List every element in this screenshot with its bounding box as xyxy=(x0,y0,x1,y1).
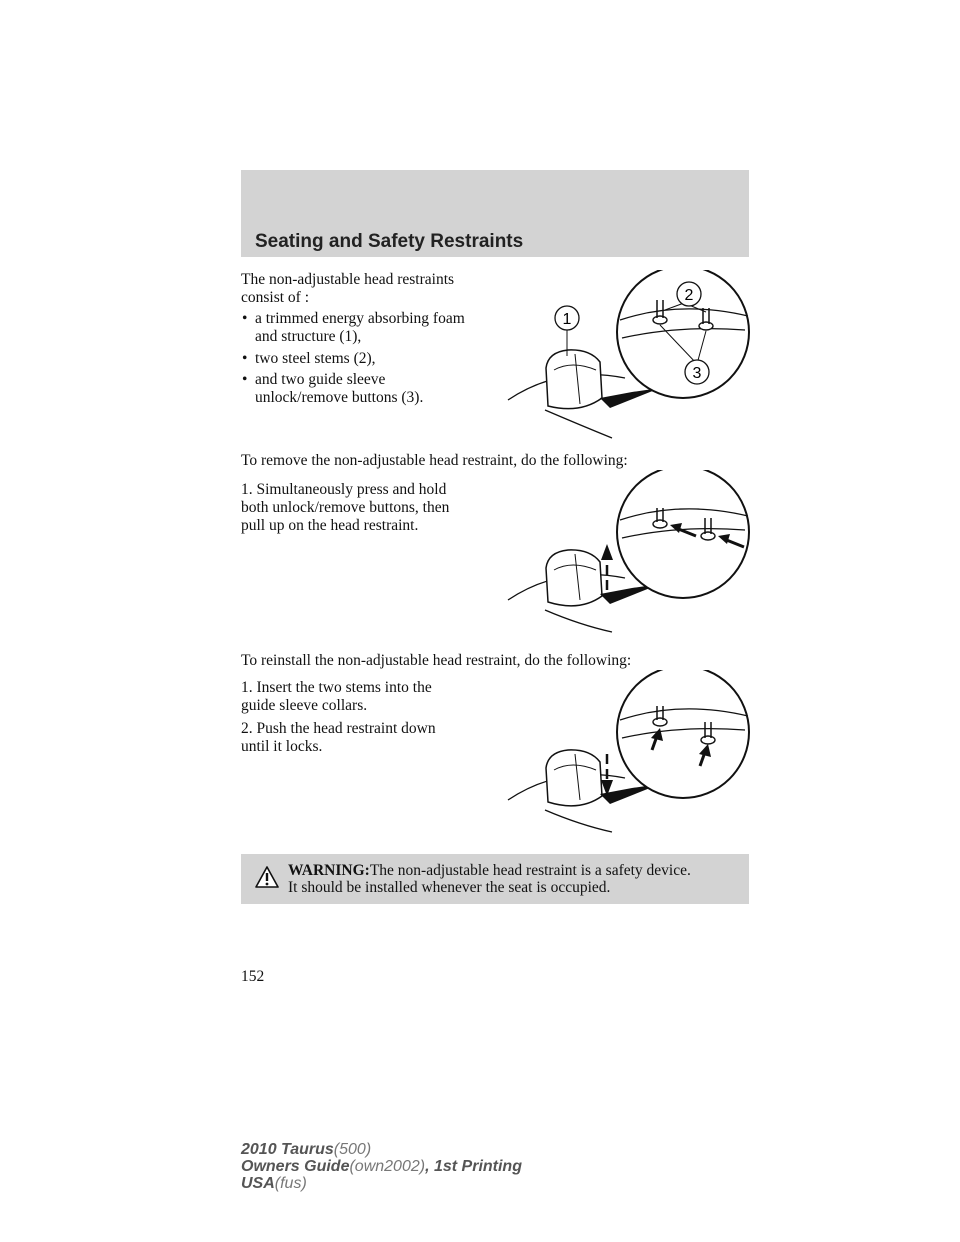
intro-line-1: The non-adjustable head restraints xyxy=(241,271,455,288)
bullet-marker: • xyxy=(242,310,248,327)
footer-guide: Owners Guide xyxy=(241,1158,350,1175)
footer-model: 2010 Taurus xyxy=(241,1141,334,1158)
document-footer xyxy=(241,1141,522,1192)
bullet-marker: • xyxy=(242,371,248,388)
bullet-2-line-1: two steel stems (2), xyxy=(255,350,376,367)
remove-step-1-line-3: pull up on the head restraint. xyxy=(241,517,419,534)
warning-box xyxy=(241,854,749,904)
reinstall-step-2-line-1: 2. Push the head restraint down xyxy=(241,720,436,737)
bullet-marker: • xyxy=(242,350,248,367)
footer-market-code: (fus) xyxy=(274,1175,307,1192)
callout-2 xyxy=(677,282,701,306)
bullet-3-line-1: and two guide sleeve xyxy=(255,371,386,388)
page-number: 152 xyxy=(241,968,265,985)
warning-line-1: The non-adjustable head restraint is a safety device. xyxy=(369,862,691,879)
head-restraint-components-figure xyxy=(500,270,760,445)
svg-text:3: 3 xyxy=(692,365,702,382)
warning-label: WARNING: xyxy=(288,862,370,879)
callout-1 xyxy=(555,306,579,330)
footer-guide-code: (own2002) xyxy=(349,1158,426,1175)
bullet-1-line-1: a trimmed energy absorbing foam xyxy=(255,310,465,327)
warning-triangle-icon xyxy=(255,866,279,888)
reinstall-heading: To reinstall the non-adjustable head restraint, do the following: xyxy=(241,652,632,669)
callout-3 xyxy=(685,360,709,384)
bullet-1-line-2: and structure (1), xyxy=(255,328,362,345)
warning-text xyxy=(288,862,743,896)
remove-heading: To remove the non-adjustable head restraint, do the following: xyxy=(241,452,628,469)
reinstall-step-1-line-1: 1. Insert the two stems into the xyxy=(241,679,432,696)
footer-model-code: (500) xyxy=(333,1141,372,1158)
remove-step-1-line-1: 1. Simultaneously press and hold xyxy=(241,481,447,498)
intro-line-2: consist of : xyxy=(241,289,310,306)
footer-printing: , 1st Printing xyxy=(425,1158,522,1175)
section-title: Seating and Safety Restraints xyxy=(255,231,524,252)
footer-market: USA xyxy=(241,1175,275,1192)
remove-step-1-line-2: both unlock/remove buttons, then xyxy=(241,499,450,516)
warning-line-2: It should be installed whenever the seat is occupied. xyxy=(288,879,611,896)
head-restraint-reinstall-figure xyxy=(500,670,760,835)
svg-text:2: 2 xyxy=(684,287,694,304)
reinstall-step-2-line-2: until it locks. xyxy=(241,738,323,755)
reinstall-step-1-line-2: guide sleeve collars. xyxy=(241,697,368,714)
svg-text:1: 1 xyxy=(562,311,572,328)
head-restraint-removal-figure xyxy=(500,470,760,635)
bullet-3-line-2: unlock/remove buttons (3). xyxy=(255,389,424,406)
